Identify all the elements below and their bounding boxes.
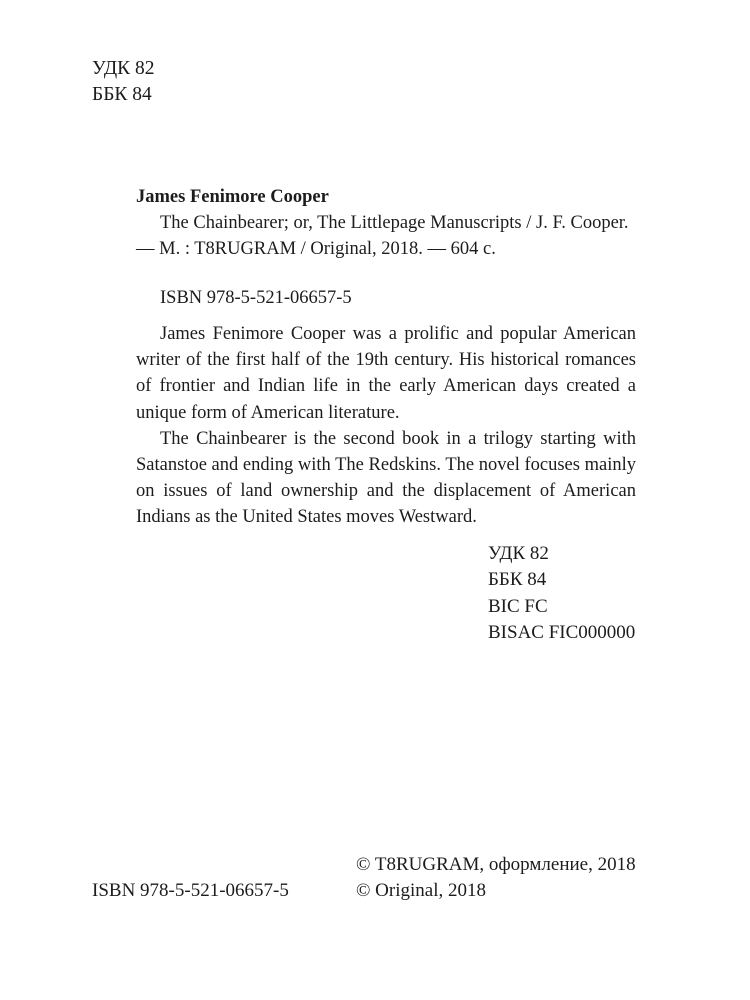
author-name: James Fenimore Cooper xyxy=(136,187,329,207)
isbn-record: ISBN 978-5-521-06657-5 xyxy=(160,288,352,308)
copyright-notices xyxy=(356,852,636,904)
annotation-paragraph: James Fenimore Cooper was a prolific and popular American writer of the first half of the 19th century. His historical romances of frontier and Indian life in the early American days created a unique form of American literature. xyxy=(136,324,636,423)
book-title-line: The Chainbearer; or, The Littlepage Manuscripts / J. F. Cooper. xyxy=(160,213,629,233)
publication-line: — M. : T8RUGRAM / Original, 2018. — 604 с. xyxy=(136,239,496,259)
design-copyright: © T8RUGRAM, оформление, 2018 xyxy=(356,854,636,875)
classification-codes xyxy=(488,541,635,646)
bbk-code: ББК 84 xyxy=(92,84,152,105)
bic-code: BIC FC xyxy=(488,595,548,617)
top-classification-codes xyxy=(92,56,155,108)
udk-code: УДК 82 xyxy=(92,58,155,79)
original-copyright: © Original, 2018 xyxy=(356,880,487,901)
bisac-code: BISAC FIC000000 xyxy=(488,621,636,643)
bibliographic-record xyxy=(136,184,636,311)
footer-isbn: ISBN 978-5-521-06657-5 xyxy=(92,880,289,901)
bbk-code: ББК 84 xyxy=(488,569,547,591)
annotation-paragraph: The Chainbearer is the second book in a trilogy starting with Satanstoe and ending with The Redskins. The novel focuses mainly on issues of land ownership and the displacement of American Indians as the United States moves Westward. xyxy=(136,428,636,528)
book-annotation xyxy=(136,321,636,531)
udk-code: УДК 82 xyxy=(488,543,549,564)
